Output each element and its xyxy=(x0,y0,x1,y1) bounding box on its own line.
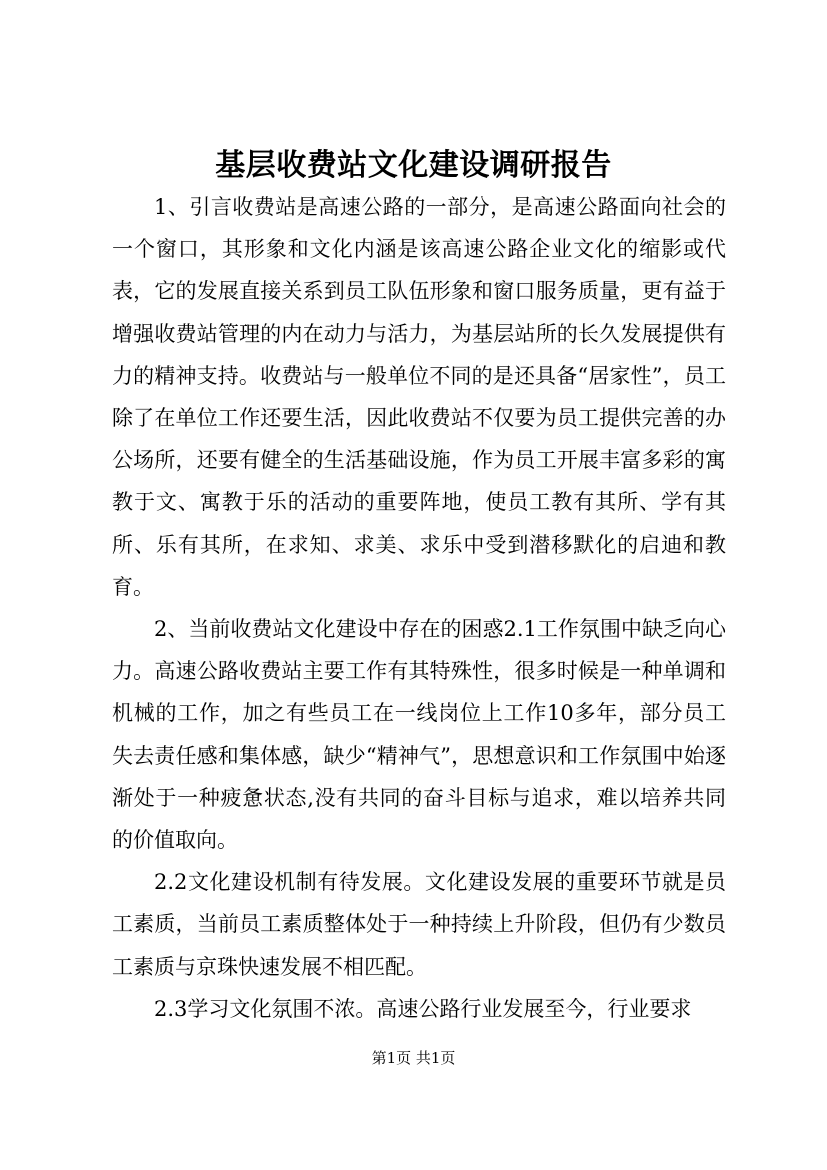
document-title: 基层收费站文化建设调研报告 xyxy=(215,148,612,183)
paragraph-4: 2.3学习文化氛围不浓。高速公路行业发展至今，行业要求 xyxy=(154,996,692,1021)
paragraph-3: 2.2文化建设机制有待发展。文化建设发展的重要环节就是员工素质，当前员工素质整体处于一种持续上升阶段，但仍有少数员工素质与京珠快速发展不相匹配。 xyxy=(112,870,726,979)
document-body xyxy=(112,186,726,1030)
paragraph-2: 2、当前收费站文化建设中存在的困惑2.1工作氛围中缺乏向心力。高速公路收费站主要工作有其特殊性，很多时候是一种单调和机械的工作，加之有些员工在一线岗位上工作10多年，部分员工失去责任感和集体感，缺少“精神气”，思想意识和工作氛围中始逐渐处于一种疲惫状态,没有共同的奋斗目标与追求，难以培养共同的价值取向。 xyxy=(112,617,726,853)
page-footer: 第1页 共1页 xyxy=(371,1049,456,1067)
paragraph-1: 1、引言收费站是高速公路的一部分，是高速公路面向社会的一个窗口，其形象和文化内涵是该高速公路企业文化的缩影或代表，它的发展直接关系到员工队伍形象和窗口服务质量，更有益于增强收费站管理的内在动力与活力，为基层站所的长久发展提供有力的精神支持。收费站与一般单位不同的是还具备“居家性”，员工除了在单位工作还要生活，因此收费站不仅要为员工提供完善的办公场所，还要有健全的生活基础设施，作为员工开展丰富多彩的寓教于文、寓教于乐的活动的重要阵地，使员工教有其所、学有其所、乐有其所，在求知、求美、求乐中受到潜移默化的启迪和教育。 xyxy=(112,195,726,599)
